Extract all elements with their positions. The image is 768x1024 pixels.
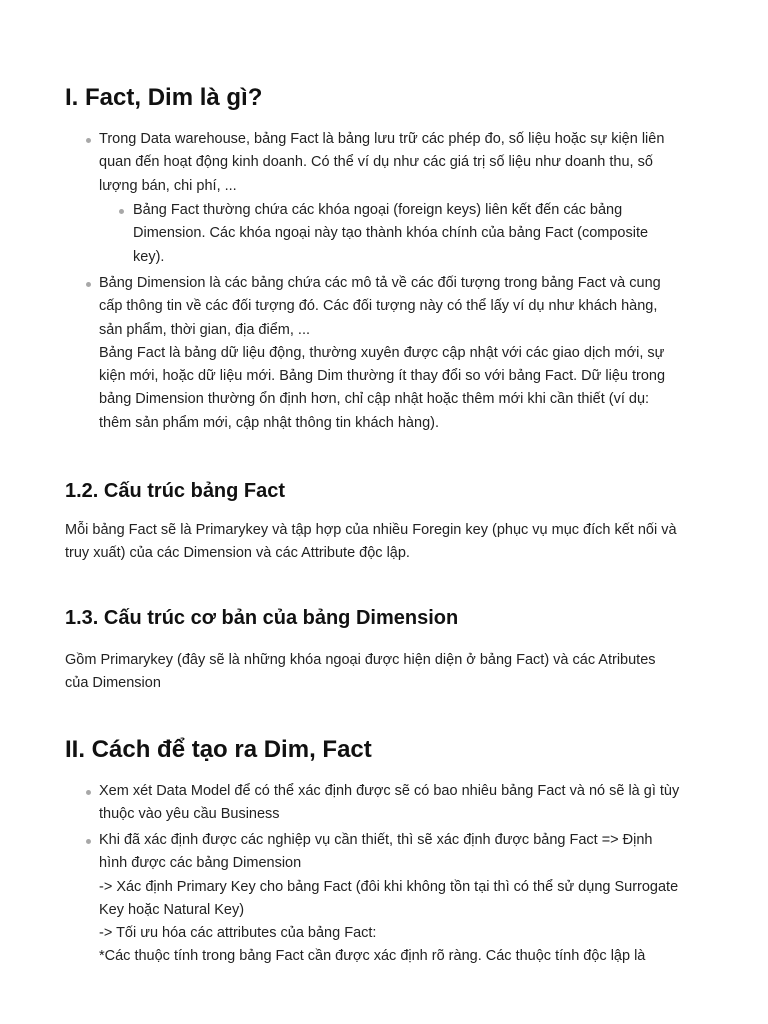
section-1-3-paragraph: Gồm Primarykey (đây sẽ là những khóa ngoại được hiện diện ở bảng Fact) và các Atributes của Dimension <box>65 652 656 692</box>
section-1-3-title: 1.3. Cấu trúc cơ bản của bảng Dimension <box>65 607 459 629</box>
section-1-2-paragraph: Mỗi bảng Fact sẽ là Primarykey và tập hợp của nhiều Foregin key (phục vụ mục đích kết nối và truy xuất) của các Dimension và các Attribute độc lập. <box>65 522 677 562</box>
bullet-dot <box>86 138 91 143</box>
section-2-title: II. Cách để tạo ra Dim, Fact <box>65 736 372 763</box>
bullet-dot <box>86 790 91 795</box>
section-1-2-title: 1.2. Cấu trúc bảng Fact <box>65 480 286 502</box>
bullet-dot <box>86 839 91 844</box>
section-2-bullet-2: Khi đã xác định được các nghiệp vụ cần thiết, thì sẽ xác định được bảng Fact => Định hình được các bảng Dimension -> Xác định Primary Key cho bảng Fact (đôi khi không tồn tại thì có thể sử dụng Surrogate Key hoặc Natural Key) -> Tối ưu hóa các attributes của bảng Fact: *Các thuộc tính trong bảng Fact cần được xác định rõ ràng. Các thuộc tính độc lập là <box>99 832 679 965</box>
bullet-dot <box>86 282 91 287</box>
section-1-sub-bullet: Bảng Fact thường chứa các khóa ngoại (foreign keys) liên kết đến các bảng Dimension. Các khóa ngoại này tạo thành khóa chính của bảng Fact (composite key). <box>133 202 649 265</box>
section-1-bullet-1: Trong Data warehouse, bảng Fact là bảng lưu trữ các phép đo, số liệu hoặc sự kiện liên quan đến hoạt động kinh doanh. Có thể ví dụ như các giá trị số liệu như doanh thu, số lượng bán, chi phí, ... <box>99 131 665 194</box>
section-2-bullet-1: Xem xét Data Model để có thể xác định được sẽ có bao nhiêu bảng Fact và nó sẽ là gì tùy thuộc vào yêu cầu Business <box>99 783 680 823</box>
section-1-title: I. Fact, Dim là gì? <box>65 84 263 111</box>
sub-bullet-dot <box>119 209 124 214</box>
section-1-bullet-2: Bảng Dimension là các bảng chứa các mô tả về các đối tượng trong bảng Fact và cung cấp thông tin về các đối tượng đó. Các đối tượng này có thể lấy ví dụ như khách hàng, sản phẩm, thời gian, địa điểm, ... Bảng Fact là bảng dữ liệu động, thường xuyên được cập nhật với các giao dịch mới, sự kiện mới, hoặc dữ liệu mới. Bảng Dim thường ít thay đổi so với bảng Fact. Dữ liệu trong bảng Dimension thường ổn định hơn, chỉ cập nhật hoặc thêm mới khi cần thiết (ví dụ: thêm sản phẩm mới, cập nhật thông tin khách hàng). <box>99 275 666 431</box>
